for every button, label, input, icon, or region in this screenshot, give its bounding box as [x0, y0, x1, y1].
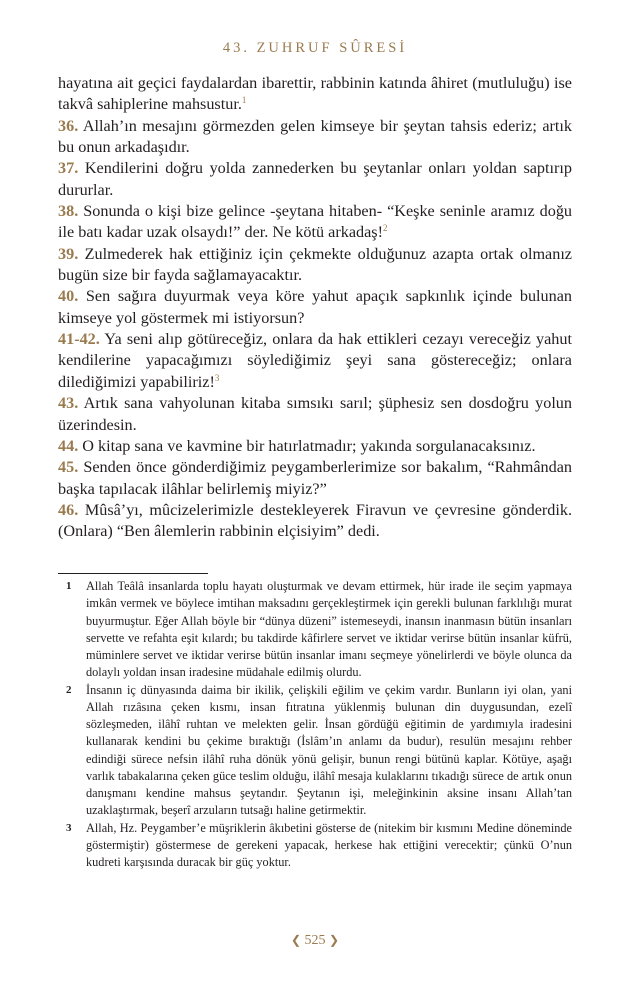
verse-paragraph: [58, 116, 572, 159]
verse-paragraph: [58, 73, 572, 116]
verse-text-body: Senden önce gönderdiğimiz peygamberlerimize sor bakalım, “Rahmândan başka tapılacak ilâhlar belirlemiş miyiz?”: [58, 458, 572, 498]
footnote-number: 1: [66, 580, 72, 592]
verse-number: 43.: [58, 394, 79, 413]
footnote: [58, 820, 572, 872]
footnote-text: Allah Teâlâ insanlarda toplu hayatı oluşturmak ve devam ettirmek, hür irade ile seçim yapmaya imkân vermek ve böylece imtihan maksadını gerçekleştirmek için gerekli bulunan farklılığı murat buyurmuştur. Eğer Allah böyle bir “dünya düzeni” istemeseydi, inansın inanmasın bütün insanları servette ve refahta eşit kılardı; bu takdirde kâfirlere servet ve iktidar verirse bütün insanlar küfrü, müminlere servet ve iktidar verirse bütün insanlar imanı seçmeye yönelirlerdi ve böyle olunca da dolaylı yoldan insan iradesine müdahale edilmiş olurdu.: [86, 579, 572, 680]
footnote-text: Allah, Hz. Peygamber’e müşriklerin âkıbetini gösterse de (nitekim bir kısmını Medine döneminde göstermiştir) göstermese de gerekeni yapacak, herkese hak ettiğini verecektir; çünkü O’nun kudreti karşısında duracak bir güç yoktur.: [86, 820, 572, 869]
verse-text-body: Ya seni alıp götüreceğiz, onlara da hak ettikleri cezayı vereceğiz yahut kendilerine yapacağımızı söylediğimiz şeyi sana göstereceğiz; onlara dilediğimizi yapabiliriz!: [58, 330, 572, 391]
footnote-text: İnsanın iç dünyasında daima bir ikilik, çelişkili eğilim ve çekim vardır. Bunların iyi olan, yani Allah rızâsına çeken kısmı, insan fıtratına yüklenmiş bulunan din duygusundan, ezelî sözleşmeden, ilâhî ruhtan ve melekten gelir. İnsan gördüğü eğitimin de yardımıyla iradesini kullanarak kendini bu çekime bıraktığı (İslâm’ın anlamı da budur), resulün mesajını rehber edindiği sürece nefsin ilâhî ruha dönük yönü gelişir, bunun rengi bütünü kaplar. Kötüye, aşağı varlık tabakalarına çeken güce teslim olduğu, ilâhî mesaja kulaklarını tıkadığı sürece de artık onun danışmanı kendine mahsus şeytandır. Şeytanın işi, meleğinkinin aksine insanı Allah’tan uzaklaştırmak, beşerî arzuların tutsağı haline getirmektir.: [86, 682, 572, 818]
footnotes: [58, 578, 572, 871]
running-header: 43. ZUHRUF SÛRESİ: [222, 40, 408, 56]
footnote: [58, 578, 572, 682]
verse-paragraph: [58, 201, 572, 244]
verse-text: [58, 73, 572, 543]
footnote-number: 3: [66, 821, 72, 834]
ornament-left-icon: ❮: [290, 933, 301, 947]
verse-number: 46.: [58, 500, 79, 519]
verse-paragraph: [58, 457, 572, 500]
verse-text-body: O kitap sana ve kavmine bir hatırlatmadır; yakında sorgulanacaksınız.: [82, 436, 536, 455]
verse-paragraph: [58, 286, 572, 329]
verse-paragraph: [58, 500, 572, 543]
verse-number: 44.: [58, 436, 79, 455]
page-number: [0, 933, 630, 949]
verse-text-body: Sen sağıra duyurmak veya köre yahut apaçık sapkınlık içinde bulunan kimseye yol göstermek mi istiyorsun?: [58, 287, 572, 327]
verse-number: 37.: [58, 159, 79, 178]
verse-text-body: Zulmederek hak ettiğiniz için çekmekte olduğunuz azapta ortak olmanız bugün size bir fayda sağlamayacaktır.: [58, 244, 572, 285]
verse-text-body: Kendilerini doğru yolda zannederken bu şeytanlar onları yoldan saptırıp dururlar.: [58, 159, 573, 199]
verse-paragraph: [58, 329, 572, 393]
verse-text-body: hayatına ait geçici faydalardan ibarettir, rabbinin katında âhiret (mutluluğu) ise takvâ sahiplerine mahsustur.: [58, 74, 572, 114]
verse-text-body: Artık sana vahyolunan kitaba sımsıkı sarıl; şüphesiz sen dosdoğru yolun üzerindesin.: [58, 394, 572, 434]
page-number-value: 525: [304, 933, 326, 948]
footnote-divider: [58, 573, 208, 574]
footnote-ref: 2: [382, 223, 388, 234]
verse-paragraph: [58, 436, 572, 457]
verse-text-body: Sonunda o kişi bize gelince -şeytana hitaben- “Keşke seninle aramız doğu ile batı kadar uzak olsaydı!” der. Ne kötü arkadaş!: [58, 202, 573, 242]
ornament-right-icon: ❯: [329, 933, 340, 947]
verse-paragraph: [58, 158, 572, 201]
verse-text-body: Mûsâ’yı, mûcizelerimizle destekleyerek Firavun ve çevresine gönderdik. (Onlara) “Ben âlemlerin rabbinin elçisiyim” dedi.: [58, 500, 573, 541]
verse-number: 40.: [58, 287, 79, 306]
verse-number: 39.: [58, 244, 79, 263]
footnote: [58, 682, 572, 820]
verse-number: 41-42.: [58, 330, 100, 349]
verse-number: 45.: [58, 458, 79, 477]
footnote-ref: 3: [214, 372, 220, 383]
verse-number: 38.: [58, 202, 79, 221]
footnote-number: 2: [66, 683, 72, 696]
verse-paragraph: [58, 244, 572, 287]
verse-number: 36.: [58, 116, 79, 135]
footnote-ref: 1: [241, 95, 247, 106]
verse-text-body: Allah’ın mesajını görmezden gelen kimseye bir şeytan tahsis ederiz; artık bu onun arkadaşıdır.: [58, 116, 573, 157]
verse-paragraph: [58, 393, 572, 436]
